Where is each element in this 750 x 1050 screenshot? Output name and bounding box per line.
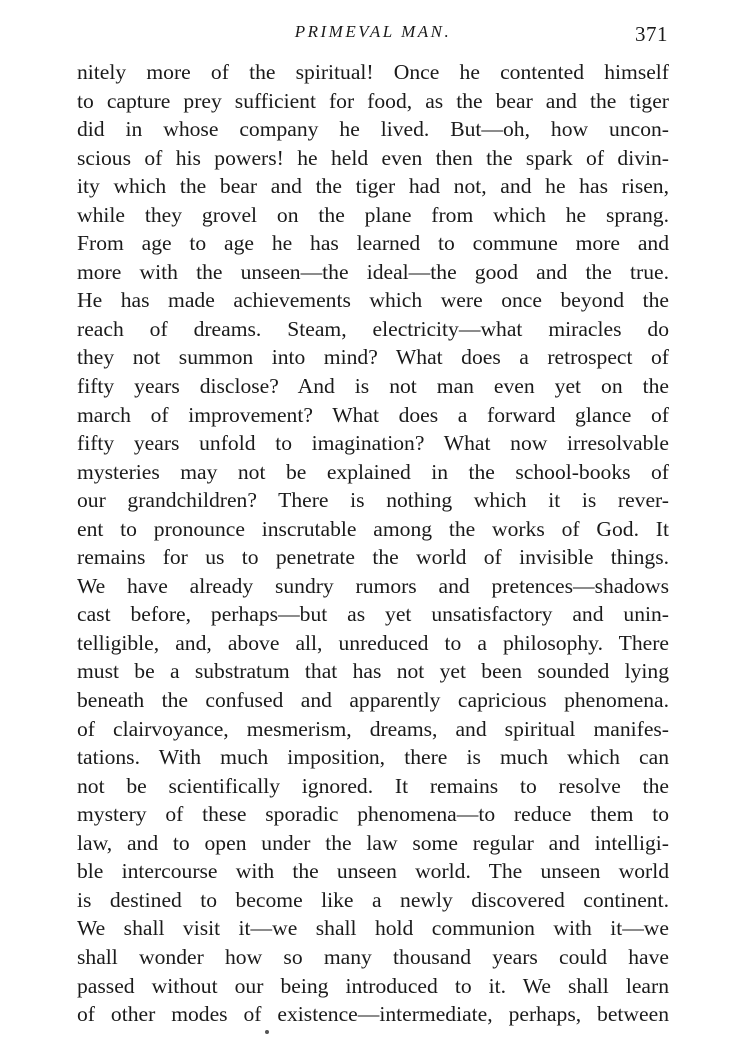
text-line: remains for us to penetrate the world of invisible things. — [77, 545, 669, 570]
text-line: to capture prey sufficient for food, as the bear and the tiger — [77, 88, 669, 113]
text-line: they not summon into mind? What does a retrospect of — [77, 345, 669, 370]
text-line: mystery of these sporadic phenomena—to reduce them to — [77, 802, 669, 827]
text-line: beneath the confused and apparently capricious phenomena. — [77, 688, 669, 713]
text-line: shall wonder how so many thousand years could have — [77, 944, 669, 969]
text-line: march of improvement? What does a forward glance of — [77, 402, 669, 427]
page-number: 371 — [635, 22, 668, 46]
text-line: did in whose company he lived. But—oh, how uncon- — [77, 117, 669, 142]
running-title: PRIMEVAL MAN. — [294, 22, 452, 41]
text-line: reach of dreams. Steam, electricity—what miracles do — [77, 316, 669, 341]
text-line: ity which the bear and the tiger had not, and he has risen, — [77, 174, 669, 199]
text-line: ent to pronounce inscrutable among the works of God. It — [77, 516, 669, 541]
text-line: not be scientifically ignored. It remains to resolve the — [77, 773, 669, 798]
text-line: tations. With much imposition, there is much which can — [77, 745, 669, 770]
text-line: fifty years disclose? And is not man even yet on the — [77, 374, 669, 399]
text-line: must be a substratum that has not yet been sounded lying — [77, 659, 669, 684]
text-line: law, and to open under the law some regular and intelligi- — [77, 830, 669, 855]
text-line: We shall visit it—we shall hold communion with it—we — [77, 916, 669, 941]
text-line: our grandchildren? There is nothing which it is rever- — [77, 488, 669, 513]
text-line: while they grovel on the plane from which he sprang. — [77, 202, 669, 227]
printer-mark — [265, 1030, 269, 1034]
text-line: He has made achievements which were once beyond the — [77, 288, 669, 313]
text-line: cast before, perhaps—but as yet unsatisfactory and unin- — [77, 602, 669, 627]
text-line: scious of his powers! he held even then the spark of divin- — [77, 145, 669, 170]
text-line: fifty years unfold to imagination? What now irresolvable — [77, 431, 669, 456]
body-text — [77, 58, 669, 1029]
text-line: more with the unseen—the ideal—the good and the true. — [77, 259, 669, 284]
text-line: ble intercourse with the unseen world. The unseen world — [77, 859, 669, 884]
text-line: nitely more of the spiritual! Once he contented himself — [77, 60, 669, 84]
text-line: We have already sundry rumors and pretences—shadows — [77, 573, 669, 598]
text-line: mysteries may not be explained in the school-books of — [77, 459, 669, 484]
text-line: is destined to become like a newly discovered continent. — [77, 887, 669, 912]
text-line: From age to age he has learned to commune more and — [77, 231, 669, 256]
text-line: passed without our being introduced to it. We shall learn — [77, 973, 669, 998]
text-line: of clairvoyance, mesmerism, dreams, and spiritual manifes- — [77, 716, 669, 741]
text-line: telligible, and, above all, unreduced to a philosophy. There — [77, 630, 669, 655]
text-line: of other modes of existence—intermediate, perhaps, between — [77, 1002, 669, 1027]
running-head — [78, 17, 668, 47]
